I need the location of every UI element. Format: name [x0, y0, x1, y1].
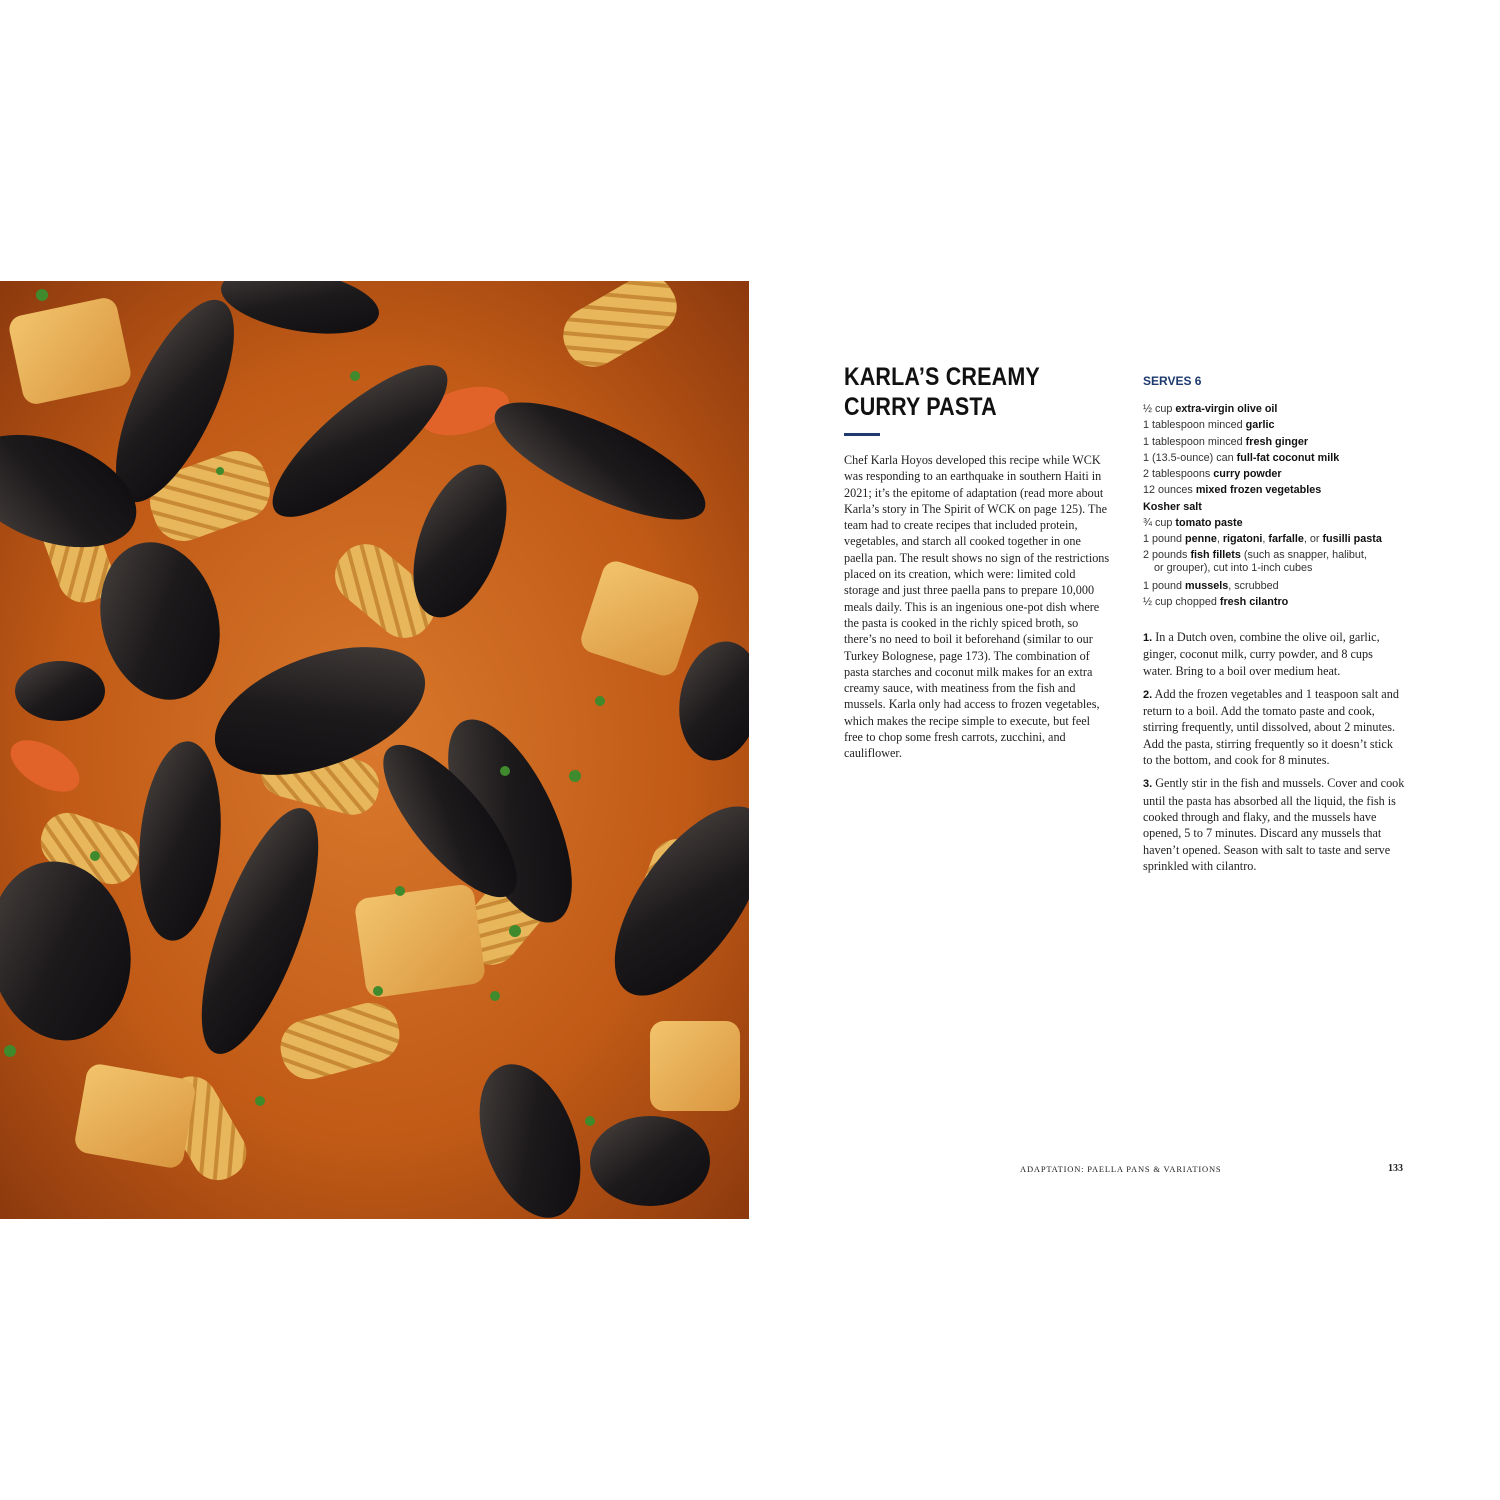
food-photo	[0, 281, 749, 1219]
ingredient-item: 1 tablespoon minced garlic	[1143, 419, 1275, 432]
ingredient-item: ¾ cup tomato paste	[1143, 517, 1243, 530]
title-divider	[844, 433, 880, 436]
ingredient-item: 1 pound mussels, scrubbed	[1143, 579, 1279, 592]
ingredient-item: 1 pound penne, rigatoni, farfalle, or fusilli pasta	[1143, 533, 1382, 546]
recipe-title-line-1: KARLA’S CREAMY	[844, 363, 1040, 391]
ingredient-item: 1 tablespoon minced fresh ginger	[1143, 435, 1309, 448]
serves-label: SERVES 6	[1143, 374, 1202, 388]
ingredient-item: 1 (13.5-ounce) can full-fat coconut milk	[1143, 451, 1340, 464]
method-step: 3. Gently stir in the fish and mussels. Cover and cook until the pasta has absorbed all the liquid, the fish is cooked through and flaky, and the mussels have opened, 5 to 7 minutes. Discard any mussels that haven’t opened. Season with salt to taste and serve sprinkled with cilantro.	[1143, 776, 1405, 873]
curry-pasta-image	[0, 281, 749, 1219]
recipe-title-line-2: CURRY PASTA	[844, 393, 997, 421]
ingredient-item: ½ cup chopped fresh cilantro	[1143, 595, 1289, 608]
recipe-title	[844, 362, 1068, 422]
ingredient-item: ½ cup extra-virgin olive oil	[1143, 403, 1278, 415]
method-steps	[1143, 629, 1405, 881]
ingredient-item: 2 pounds fish fillets (such as snapper, halibut,	[1143, 548, 1367, 561]
method-step: 2. Add the frozen vegetables and 1 teaspoon salt and return to a boil. Add the tomato paste and cook, stirring frequently, until dissolved, about 2 minutes. Add the pasta, stirring frequently so it doesn’t stick to the bottom, and cook for 8 minutes.	[1143, 686, 1399, 768]
ingredient-item: 2 tablespoons curry powder	[1143, 468, 1282, 481]
ingredient-item: Kosher salt	[1143, 500, 1202, 513]
ingredient-item-continued: or grouper), cut into 1-inch cubes	[1154, 561, 1313, 574]
ingredient-item: 12 ounces mixed frozen vegetables	[1143, 484, 1322, 497]
page-number: 133	[1388, 1163, 1403, 1174]
ingredient-list	[1143, 401, 1413, 610]
recipe-intro: Chef Karla Hoyos developed this recipe while WCK was responding to an earthquake in southern Haiti in 2021; it’s the epitome of adaptation (read more about Karla’s story in The Spirit of WCK on page 125). The team had to create recipes that included protein, vegetables, and starch all cooked together in one paella pan. The result shows no sign of the restrictions placed on its creation, which were: limited cold storage and just three paella pans to prepare 10,000 meals daily. This is an ingenious one-pot dish where the pasta is cooked in the richly spiced broth, so there’s no need to boil it beforehand (similar to our Turkey Bolognese, page 173). The combination of pasta starches and coconut milk makes for an extra creamy sauce, with meatiness from the fish and mussels. Karla only had access to frozen vegetables, which makes the recipe simple to execute, but feel free to chop some fresh carrots, zucchini, and cauliflower.	[844, 453, 1110, 761]
running-footer: ADAPTATION: PAELLA PANS & VARIATIONS	[1020, 1164, 1222, 1174]
method-step: 1. In a Dutch oven, combine the olive oil, garlic, ginger, coconut milk, curry powder, and 8 cups water. Bring to a boil over medium heat.	[1143, 630, 1380, 678]
